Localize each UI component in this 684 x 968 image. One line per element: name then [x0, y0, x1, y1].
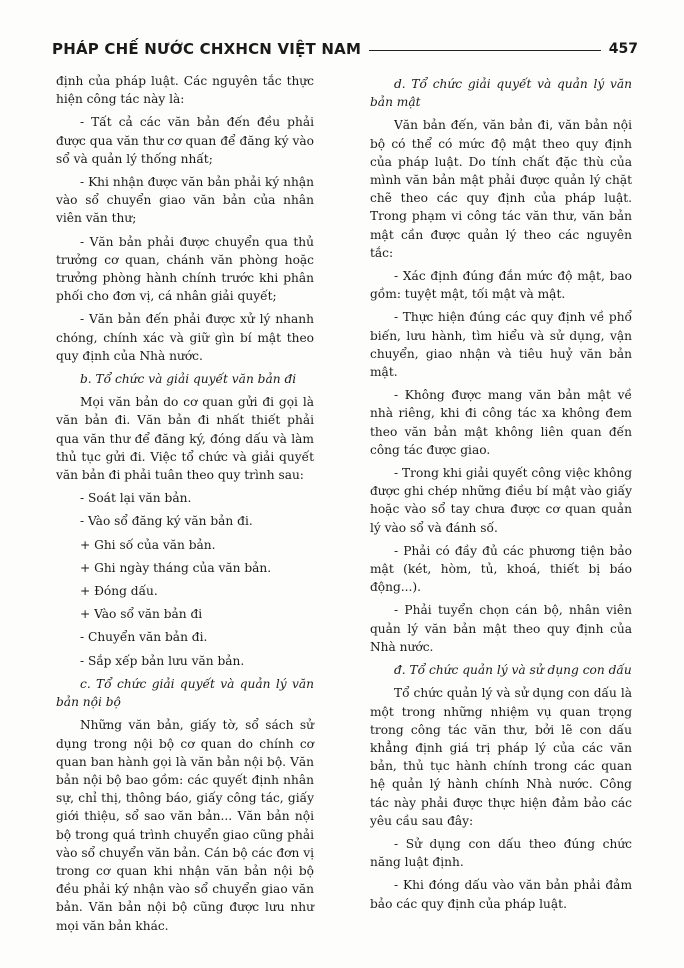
step-item: - Sắp xếp bản lưu văn bản. — [80, 653, 245, 668]
bullet-item: - Phải tuyển chọn cán bộ, nhân viên quản lý văn bản mật theo quy định của Nhà nước. — [370, 603, 632, 654]
bullet-item: - Tất cả các văn bản đến đều phải được qua văn thư cơ quan để đăng ký vào sổ và quản lý thống nhất; — [56, 115, 314, 166]
bullet-item: - Văn bản phải được chuyển qua thủ trưởng cơ quan, chánh văn phòng hoặc trưởng phòng hành chính trước khi phân phối cho đơn vị, cá nhân giải quyết; — [56, 234, 314, 304]
step-item: + Ghi ngày tháng của văn bản. — [80, 560, 272, 575]
bullet-item: - Khi nhận được văn bản phải ký nhận vào sổ chuyển giao văn bản của nhân viên văn thư; — [56, 175, 314, 226]
paragraph: định của pháp luật. Các nguyên tắc thực hiện công tác này là: — [56, 74, 314, 107]
left-column — [56, 72, 314, 940]
section-heading: c. Tổ chức giải quyết và quản lý văn bản nội bộ — [56, 676, 314, 710]
bullet-item: - Thực hiện đúng các quy định về phổ biến, lưu hành, tìm hiểu và sử dụng, vận chuyển, giao nhận và tiêu huỷ văn bản mật. — [370, 310, 632, 380]
bullet-item: - Văn bản đến phải được xử lý nhanh chóng, chính xác và giữ gìn bí mật theo quy định của Nhà nước. — [56, 312, 314, 363]
bullet-item: - Không được mang văn bản mật về nhà riêng, khi đi công tác xa không đem theo văn bản mật không liên quan đến công tác được giao. — [370, 388, 632, 457]
step-item: - Vào sổ đăng ký văn bản đi. — [80, 514, 253, 529]
step-item: + Đóng dấu. — [80, 584, 158, 599]
paragraph: Mọi văn bản do cơ quan gửi đi gọi là văn bản đi. Văn bản đi nhất thiết phải qua văn thư để đăng ký, đóng dấu và làm thủ tục gửi đi. Việc tổ chức và giải quyết văn bản đi phải tuân theo quy trình sau: — [56, 395, 314, 483]
running-title: PHÁP CHẾ NƯỚC CHXHCN VIỆT NAM — [52, 40, 362, 58]
bullet-item: - Khi đóng dấu vào văn bản phải đảm bảo các quy định của pháp luật. — [370, 878, 632, 911]
header-rule — [369, 50, 601, 51]
running-header — [52, 38, 638, 60]
step-item: + Vào sổ văn bản đi — [80, 607, 203, 622]
paragraph: Những văn bản, giấy tờ, sổ sách sử dụng trong nội bộ cơ quan do chính cơ quan ban hành gọi là văn bản nội bộ. Văn bản nội bộ bao gồm: các quyết định nhân sự, chỉ thị, thông báo, giấy công tác, giấy giới thiệu, sổ sao văn bản... Văn bản nội bộ trong quá trình chuyển giao cũng phải vào sổ chuyển văn bản. Cán bộ các đơn vị trong cơ quan khi nhận văn bản nội bộ đều phải ký nhận vào sổ chuyển giao văn bản. Văn bản nội bộ cũng được lưu như mọi văn bản khác. — [56, 718, 314, 933]
step-item: - Soát lại văn bản. — [80, 491, 192, 506]
paragraph: Tổ chức quản lý và sử dụng con dấu là một trong những nhiệm vụ quan trọng trong công tác văn thư, bởi lẽ con dấu khẳng định giá trị pháp lý của các văn bản, thủ tục hành chính trong các quan hệ quản lý hành chính Nhà nước. Công tác này phải được thực hiện đảm bảo các yêu cầu sau đây: — [370, 686, 632, 828]
bullet-item: - Xác định đúng đắn mức độ mật, bao gồm: tuyệt mật, tối mật và mật. — [370, 269, 632, 302]
page-number: 457 — [608, 41, 638, 57]
step-item: + Ghi số của văn bản. — [80, 537, 216, 552]
section-heading: b. Tổ chức và giải quyết văn bản đi — [80, 372, 297, 387]
right-column — [370, 72, 632, 918]
bullet-item: - Phải có đầy đủ các phương tiện bảo mật (két, hòm, tủ, khoá, thiết bị báo động...). — [370, 543, 632, 595]
step-item: - Chuyển văn bản đi. — [80, 630, 208, 645]
section-heading: d. Tổ chức giải quyết và quản lý văn bản mật — [370, 77, 632, 110]
paragraph: Văn bản đến, văn bản đi, văn bản nội bộ có thể có mức độ mật theo quy định của pháp luật. Do tính chất đặc thù của mình văn bản mật phải được quản lý chặt chẽ theo các quy định của pháp luật. Trong phạm vi công tác văn thư, văn bản mật cần được quản lý theo các nguyên tắc: — [370, 118, 632, 260]
section-heading: đ. Tổ chức quản lý và sử dụng con dấu — [394, 663, 632, 678]
bullet-item: - Sử dụng con dấu theo đúng chức năng luật định. — [370, 836, 632, 870]
bullet-item: - Trong khi giải quyết công việc không được ghi chép những điều bí mật vào giấy hoặc vào sổ tay chưa được cơ quan quản lý vào sổ và đánh số. — [370, 466, 632, 535]
